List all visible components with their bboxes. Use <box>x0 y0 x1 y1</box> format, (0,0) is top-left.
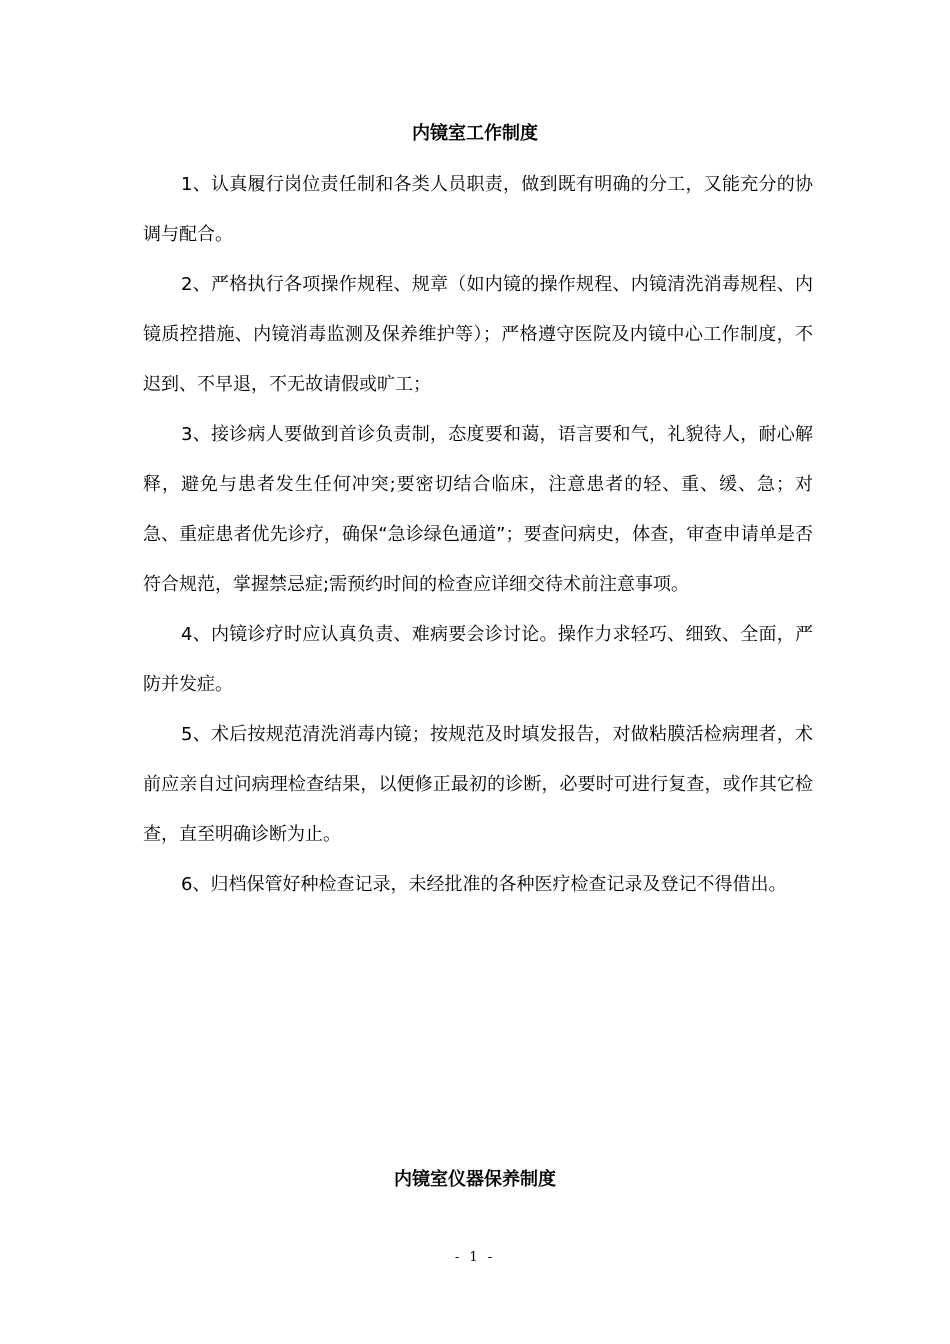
paragraph-3: 3、接诊病人要做到首诊负责制，态度要和蔼，语言要和气，礼貌待人，耐心解释，避免与患者发生任何冲突;要密切结合临床，注意患者的轻、重、缓、急；对急、重症患者优先诊疗，确保“急诊绿色通道”；要查问病史，体查，审查申请单是否符合规范，掌握禁忌症;需预约时间的检查应详细交待术前注意事项。 <box>143 424 813 595</box>
page-number: - 1 - <box>454 1250 496 1265</box>
paragraph-2: 2、严格执行各项操作规程、规章（如内镜的操作规程、内镜清洗消毒规程、内镜质控措施、内镜消毒监测及保养维护等）；严格遵守医院及内镜中心工作制度，不迟到、不早退，不无故请假或旷工； <box>143 274 813 395</box>
document-body <box>143 160 813 910</box>
next-section-title: 内镜室仪器保养制度 <box>394 1169 556 1190</box>
document-title: 内镜室工作制度 <box>412 123 538 144</box>
paragraph-6: 6、归档保管好种检查记录，未经批准的各种医疗检查记录及登记不得借出。 <box>181 874 787 895</box>
paragraph-4: 4、内镜诊疗时应认真负责、难病要会诊讨论。操作力求轻巧、细致、全面，严防并发症。 <box>143 624 813 695</box>
paragraph-1: 1、认真履行岗位责任制和各类人员职责，做到既有明确的分工，又能充分的协调与配合。 <box>143 174 813 245</box>
paragraph-5: 5、术后按规范清洗消毒内镜；按规范及时填发报告，对做粘膜活检病理者，术前应亲自过问病理检查结果，以便修正最初的诊断，必要时可进行复查，或作其它检查，直至明确诊断为止。 <box>143 724 813 845</box>
